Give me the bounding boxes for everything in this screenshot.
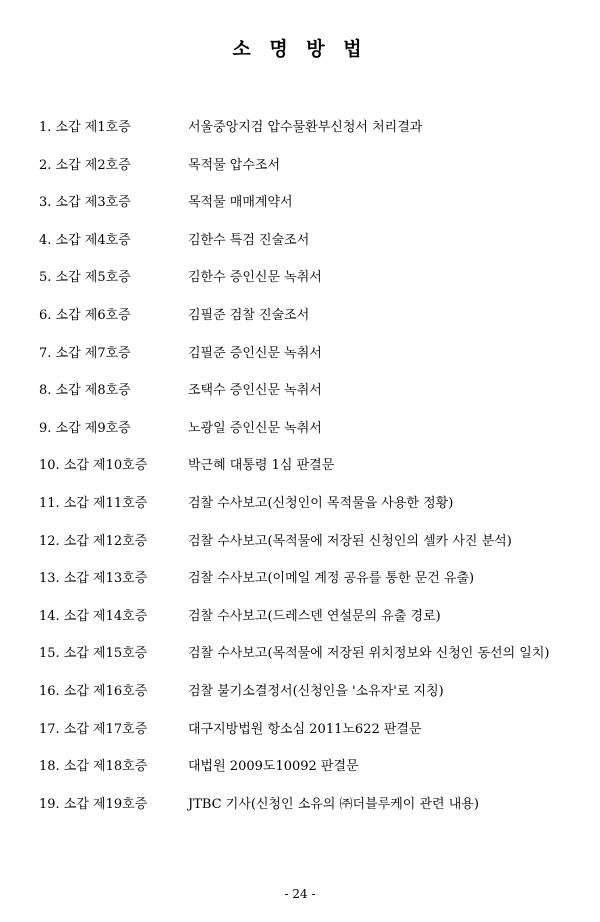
evidence-label: 11. 소갑 제11호증: [39, 495, 148, 511]
evidence-label: 17. 소갑 제17호증: [39, 721, 148, 737]
evidence-label: 15. 소갑 제15호증: [39, 646, 148, 662]
evidence-item: [39, 533, 580, 571]
evidence-label: 3. 소갑 제3호증: [39, 195, 131, 211]
evidence-description: 목적물 매매계약서: [188, 195, 293, 211]
evidence-label: 10. 소갑 제10호증: [39, 458, 148, 474]
evidence-description: 대구지방법원 항소심 2011노622 판결문: [188, 721, 422, 737]
evidence-item: [39, 608, 580, 646]
evidence-description: 김필준 증인신문 녹취서: [188, 345, 322, 361]
evidence-description: 서울중앙지검 압수물환부신청서 처리결과: [188, 120, 423, 135]
evidence-item: [39, 721, 580, 759]
evidence-label: 1. 소갑 제1호증: [39, 120, 131, 135]
evidence-item: [39, 194, 580, 232]
evidence-label: 9. 소갑 제9호증: [39, 420, 131, 436]
evidence-list: [39, 119, 580, 833]
evidence-item: [39, 420, 580, 458]
evidence-description: 김한수 특검 진술조서: [188, 232, 310, 248]
evidence-item: [39, 119, 580, 157]
evidence-item: [39, 645, 580, 683]
evidence-label: 7. 소갑 제7호증: [39, 345, 131, 361]
evidence-description: 대법원 2009도10092 판결문: [188, 759, 359, 775]
evidence-label: 12. 소갑 제12호증: [39, 533, 148, 549]
evidence-item: [39, 157, 580, 195]
evidence-item: [39, 796, 580, 834]
evidence-description: 목적물 압수조서: [188, 157, 281, 173]
evidence-description: 조택수 증인신문 녹취서: [188, 383, 322, 399]
document-title: 소 명 방 법: [232, 38, 368, 60]
evidence-description: 김한수 증인신문 녹취서: [188, 270, 322, 286]
evidence-item: [39, 345, 580, 383]
evidence-description: 박근혜 대통령 1심 판결문: [188, 458, 335, 474]
evidence-item: [39, 570, 580, 608]
evidence-label: 14. 소갑 제14호증: [39, 608, 148, 624]
evidence-label: 5. 소갑 제5호증: [39, 270, 131, 286]
evidence-description: 검찰 수사보고(신청인이 목적물을 사용한 정황): [188, 495, 454, 511]
evidence-label: 13. 소갑 제13호증: [39, 571, 148, 587]
evidence-item: [39, 382, 580, 420]
evidence-item: [39, 758, 580, 796]
evidence-label: 8. 소갑 제8호증: [39, 383, 131, 399]
evidence-item: [39, 307, 580, 345]
evidence-description: 노광일 증인신문 녹취서: [188, 420, 322, 436]
evidence-item: [39, 683, 580, 721]
evidence-description: 김필준 검찰 진술조서: [188, 307, 310, 323]
evidence-description: JTBC 기사(신청인 소유의 ㈜더블루케이 관련 내용): [188, 796, 479, 812]
evidence-label: 18. 소갑 제18호증: [39, 759, 148, 775]
evidence-item: [39, 232, 580, 270]
evidence-description: 검찰 수사보고(목적물에 저장된 위치정보와 신청인 동선의 일치): [188, 646, 550, 662]
evidence-label: 16. 소갑 제16호증: [39, 683, 148, 699]
evidence-label: 4. 소갑 제4호증: [39, 232, 131, 248]
evidence-label: 2. 소갑 제2호증: [39, 157, 131, 173]
evidence-description: 검찰 수사보고(드레스덴 연설문의 유출 경로): [188, 608, 441, 624]
evidence-description: 검찰 불기소결정서(신청인을 '소유자'로 지칭): [188, 683, 444, 699]
evidence-item: [39, 457, 580, 495]
evidence-item: [39, 269, 580, 307]
evidence-label: 19. 소갑 제19호증: [39, 796, 148, 812]
evidence-description: 검찰 수사보고(목적물에 저장된 신청인의 셀카 사진 분석): [188, 533, 512, 549]
evidence-description: 검찰 수사보고(이메일 계정 공유를 통한 문건 유출): [188, 571, 475, 587]
evidence-label: 6. 소갑 제6호증: [39, 307, 131, 323]
page-number: - 24 -: [284, 887, 316, 901]
evidence-item: [39, 495, 580, 533]
